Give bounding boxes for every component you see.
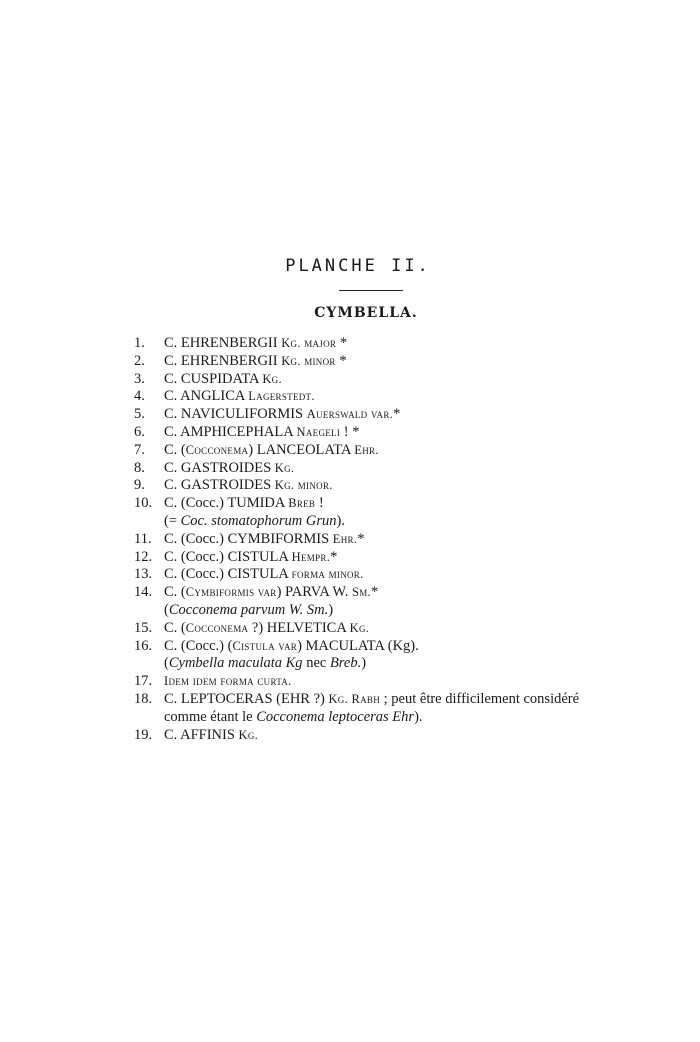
item-text: [164, 406, 400, 424]
item-text: [164, 424, 360, 442]
item-number: 14.: [134, 584, 153, 601]
list-item: [0, 638, 700, 656]
italic-text: Breb.: [329, 655, 362, 672]
text-segment: C. GASTROIDES: [164, 459, 275, 476]
text-segment: C. ANGLICA: [164, 388, 249, 405]
species-list: [0, 335, 700, 744]
list-item-continuation: [0, 709, 700, 727]
item-text: [164, 442, 379, 460]
item-number: 17.: [134, 673, 153, 690]
list-item: [0, 424, 700, 442]
item-text: [164, 388, 315, 406]
item-text: [164, 477, 333, 495]
text-segment: C. (: [164, 584, 186, 601]
item-text: [164, 584, 378, 602]
item-number: 3.: [134, 370, 145, 387]
text-segment: *: [330, 548, 338, 565]
author-small-caps: Sm.: [352, 585, 371, 600]
text-segment: !: [315, 495, 324, 512]
text-segment: ).: [336, 512, 345, 529]
list-item-continuation: [0, 602, 700, 620]
list-item-continuation: [0, 655, 700, 673]
italic-text: Cocconema parvum W. Sm.: [168, 601, 329, 618]
item-number: 4.: [134, 388, 145, 405]
item-number: 18.: [134, 690, 153, 707]
item-text: [164, 495, 324, 513]
author-small-caps: Kg.: [238, 727, 259, 742]
text-segment: C. (Cocc.) TUMIDA: [164, 495, 289, 512]
author-small-caps: Cistula var: [232, 638, 298, 653]
text-segment: *: [393, 406, 401, 423]
text-segment: *: [370, 584, 379, 601]
text-segment: *: [357, 530, 365, 547]
item-number: 9.: [134, 477, 145, 494]
item-text: [164, 602, 333, 620]
item-text: [164, 531, 365, 549]
item-number: 15.: [134, 619, 153, 636]
author-small-caps: Kg.: [262, 371, 282, 386]
item-number: 11.: [134, 530, 152, 547]
author-small-caps: Naegeli: [296, 424, 341, 439]
item-text: [164, 638, 419, 656]
item-text: [164, 655, 366, 673]
author-small-caps: Kg.: [274, 460, 295, 475]
list-item: [0, 353, 700, 371]
text-segment: C. AMPHICEPHALA: [164, 423, 297, 440]
author-small-caps: Kg. Rabh: [328, 691, 381, 706]
item-number: 13.: [134, 566, 153, 583]
italic-text: Coc. stomatophorum Grun: [180, 512, 337, 529]
item-text: [164, 691, 579, 709]
list-item: [0, 691, 700, 709]
text-segment: ): [361, 655, 367, 672]
list-item: [0, 620, 700, 638]
text-segment: ).: [414, 708, 423, 725]
text-segment: C. LEPTOCERAS (EHR ?): [164, 690, 329, 707]
list-item: [0, 460, 700, 478]
list-item: [0, 388, 700, 406]
list-item: [0, 371, 700, 389]
item-number: 19.: [134, 726, 153, 743]
author-small-caps: Hempr.: [291, 549, 331, 564]
text-segment: C. (Cocc.) CISTULA: [164, 566, 292, 583]
text-segment: C. (Cocc.) (: [164, 637, 233, 654]
text-segment: *: [336, 335, 348, 351]
item-text: [164, 353, 347, 371]
list-item: [0, 442, 700, 460]
list-item: [0, 566, 700, 584]
item-number: 16.: [134, 637, 153, 654]
italic-text: Cocconema leptoceras Ehr: [256, 708, 415, 725]
text-segment: C. GASTROIDES: [164, 477, 275, 494]
text-segment: C. (: [164, 619, 186, 636]
item-text: [164, 371, 282, 389]
text-segment: comme étant le: [164, 708, 257, 725]
list-item: [0, 549, 700, 567]
author-small-caps: Kg. minor: [281, 353, 336, 368]
list-item: [0, 673, 700, 691]
item-number: 12.: [134, 548, 153, 565]
item-number: 1.: [134, 335, 145, 351]
text-segment: nec: [302, 655, 330, 672]
text-segment: ) PARVA W.: [276, 584, 352, 601]
text-segment: ): [328, 601, 334, 618]
item-text: [164, 513, 345, 531]
author-small-caps: Cocconema: [185, 442, 249, 457]
item-text: [164, 335, 347, 353]
author-small-caps: forma minor.: [291, 567, 364, 582]
item-text: [164, 673, 292, 691]
item-text: [164, 566, 364, 584]
author-small-caps: Cocconema: [185, 620, 249, 635]
italic-text: Cymbella maculata Kg: [168, 655, 303, 672]
text-segment: ) LANCEOLATA: [248, 441, 355, 458]
title-divider: [339, 290, 403, 291]
text-segment: C. (: [164, 441, 186, 458]
list-item: [0, 727, 700, 745]
list-item: [0, 495, 700, 513]
text-segment: (: [164, 655, 169, 672]
author-small-caps: Auerswald var.: [306, 407, 394, 422]
text-segment: ) MACULATA (Kg).: [297, 637, 419, 654]
text-segment: C. EHRENBERGII: [164, 352, 282, 369]
author-small-caps: Breb: [288, 496, 316, 511]
item-number: 8.: [134, 459, 145, 476]
item-number: 6.: [134, 423, 145, 440]
author-small-caps: Kg. major: [281, 336, 337, 350]
list-item: [0, 531, 700, 549]
text-segment: C. AFFINIS: [164, 726, 239, 743]
genus-heading: CYMBELLA.: [314, 305, 418, 321]
item-number: 10.: [134, 495, 153, 512]
item-text: [164, 620, 369, 638]
list-item: [0, 406, 700, 424]
author-small-caps: Cymbiformis var: [185, 585, 277, 600]
text-segment: C. (Cocc.) CYMBIFORMIS: [164, 530, 333, 547]
item-text: [164, 549, 337, 567]
text-segment: C. EHRENBERGII: [164, 335, 282, 351]
author-small-caps: Idem idem forma curta.: [164, 674, 292, 689]
author-small-caps: Kg. minor.: [274, 478, 333, 493]
list-item: [0, 477, 700, 495]
item-number: 2.: [134, 352, 145, 369]
author-small-caps: Kg.: [349, 620, 370, 635]
text-segment: ! *: [340, 423, 360, 440]
list-item-continuation: [0, 513, 700, 531]
list-item: [0, 335, 700, 353]
text-segment: C. NAVICULIFORMIS: [164, 406, 307, 423]
item-text: [164, 709, 423, 727]
text-segment: C. CUSPIDATA: [164, 370, 263, 387]
text-segment: *: [335, 352, 347, 369]
item-text: [164, 460, 294, 478]
author-small-caps: Lagerstedt.: [248, 389, 315, 404]
plate-title: PLANCHE II.: [285, 256, 431, 276]
item-text: [164, 727, 258, 745]
item-number: 5.: [134, 406, 145, 423]
author-small-caps: Ehr.: [332, 531, 358, 546]
text-segment: (=: [164, 512, 181, 529]
text-segment: C. (Cocc.) CISTULA: [164, 548, 292, 565]
item-number: 7.: [134, 441, 145, 458]
author-small-caps: Ehr.: [354, 442, 379, 457]
text-segment: ; peut être difficilement considéré: [380, 690, 580, 707]
text-segment: ?) HELVETICA: [248, 619, 350, 636]
list-item: [0, 584, 700, 602]
text-segment: (: [164, 601, 169, 618]
